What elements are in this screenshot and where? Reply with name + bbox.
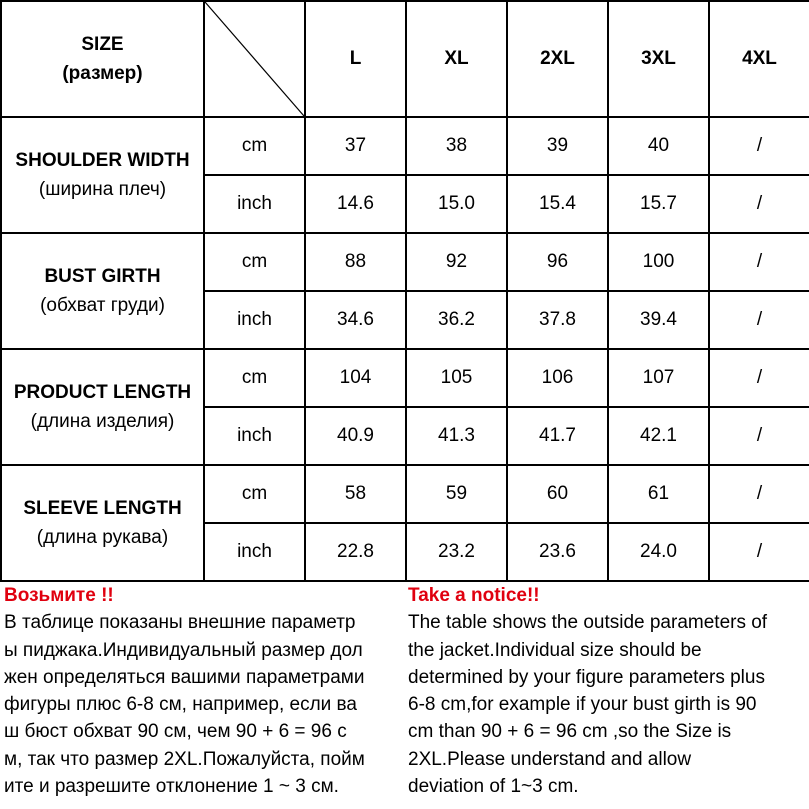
value-cell-3xl: 100 bbox=[608, 233, 709, 291]
unit-cell: inch bbox=[204, 175, 305, 233]
group-title: SLEEVE LENGTH bbox=[23, 498, 182, 519]
notice-ru-line: ите и разрешите отклонение 1 ~ 3 см. bbox=[4, 776, 339, 798]
notice-en-title: Take a notice!! bbox=[408, 585, 540, 606]
value-cell-4xl: / bbox=[709, 175, 809, 233]
value-cell-2xl: 60 bbox=[507, 465, 608, 523]
value-cell-2xl: 37.8 bbox=[507, 291, 608, 349]
group-subtitle: (обхват груди) bbox=[40, 295, 165, 316]
value-cell-2xl: 23.6 bbox=[507, 523, 608, 581]
notice-ru-title: Возьмите !! bbox=[4, 585, 114, 606]
size-header-4xl: 4XL bbox=[709, 1, 809, 117]
notice-russian bbox=[4, 580, 404, 809]
notice-en-line: determined by your figure parameters plus bbox=[408, 666, 765, 688]
value-cell-l: 40.9 bbox=[305, 407, 406, 465]
value-cell-4xl: / bbox=[709, 523, 809, 581]
value-cell-4xl: / bbox=[709, 465, 809, 523]
size-header-2xl: 2XL bbox=[507, 1, 608, 117]
unit-cell: inch bbox=[204, 291, 305, 349]
value-cell-xl: 15.0 bbox=[406, 175, 507, 233]
unit-cell: cm bbox=[204, 465, 305, 523]
notice-ru-line: В таблице показаны внешние параметр bbox=[4, 612, 356, 634]
notice-english bbox=[408, 580, 808, 809]
group-label-product-length bbox=[1, 349, 204, 465]
notice-en-line: 6-8 cm,for example if your bust girth is 90 bbox=[408, 694, 757, 716]
size-header-cell bbox=[1, 1, 204, 117]
notice-en-line: 2XL.Please understand and allow bbox=[408, 748, 692, 770]
header-row bbox=[1, 1, 809, 117]
size-label: SIZE bbox=[81, 34, 124, 55]
group-subtitle: (длина рукава) bbox=[36, 527, 169, 548]
measurement-row-shoulder-width-0 bbox=[1, 117, 809, 175]
value-cell-3xl: 107 bbox=[608, 349, 709, 407]
value-cell-2xl: 15.4 bbox=[507, 175, 608, 233]
unit-cell: inch bbox=[204, 407, 305, 465]
value-cell-xl: 92 bbox=[406, 233, 507, 291]
notice-ru-line: фигуры плюс 6-8 см, например, если ва bbox=[4, 694, 358, 716]
value-cell-xl: 105 bbox=[406, 349, 507, 407]
notice-ru-line: ы пиджака.Индивидуальный размер дол bbox=[4, 639, 363, 661]
unit-cell: cm bbox=[204, 233, 305, 291]
value-cell-3xl: 39.4 bbox=[608, 291, 709, 349]
value-cell-l: 88 bbox=[305, 233, 406, 291]
notice-ru-line: жен определяться вашими параметрами bbox=[4, 666, 365, 688]
unit-cell: cm bbox=[204, 117, 305, 175]
value-cell-l: 22.8 bbox=[305, 523, 406, 581]
notice-ru-line: м, так что размер 2XL.Пожалуйста, пойм bbox=[4, 748, 365, 770]
measurement-row-product-length-0 bbox=[1, 349, 809, 407]
value-cell-xl: 41.3 bbox=[406, 407, 507, 465]
value-cell-4xl: / bbox=[709, 291, 809, 349]
value-cell-3xl: 40 bbox=[608, 117, 709, 175]
diagonal-line bbox=[205, 2, 304, 116]
measurement-row-sleeve-length-0 bbox=[1, 465, 809, 523]
unit-cell: inch bbox=[204, 523, 305, 581]
size-header-xl: XL bbox=[406, 1, 507, 117]
value-cell-xl: 23.2 bbox=[406, 523, 507, 581]
value-cell-4xl: / bbox=[709, 349, 809, 407]
value-cell-xl: 59 bbox=[406, 465, 507, 523]
value-cell-2xl: 41.7 bbox=[507, 407, 608, 465]
unit-cell: cm bbox=[204, 349, 305, 407]
value-cell-3xl: 24.0 bbox=[608, 523, 709, 581]
value-cell-2xl: 106 bbox=[507, 349, 608, 407]
value-cell-4xl: / bbox=[709, 233, 809, 291]
size-header-3xl: 3XL bbox=[608, 1, 709, 117]
group-label-sleeve-length bbox=[1, 465, 204, 581]
size-sublabel: (размер) bbox=[62, 63, 143, 84]
group-title: PRODUCT LENGTH bbox=[13, 382, 192, 403]
notice-en-line: deviation of 1~3 cm. bbox=[408, 776, 579, 798]
diagonal-corner-cell bbox=[204, 1, 305, 117]
value-cell-xl: 38 bbox=[406, 117, 507, 175]
group-title: BUST GIRTH bbox=[44, 266, 161, 287]
notice-en-line: the jacket.Individual size should be bbox=[408, 639, 702, 661]
notice-ru-line: ш бюст обхват 90 см, чем 90 + 6 = 96 с bbox=[4, 721, 347, 743]
value-cell-3xl: 15.7 bbox=[608, 175, 709, 233]
value-cell-xl: 36.2 bbox=[406, 291, 507, 349]
measurement-row-bust-girth-0 bbox=[1, 233, 809, 291]
size-header-l: L bbox=[305, 1, 406, 117]
value-cell-2xl: 96 bbox=[507, 233, 608, 291]
group-subtitle: (ширина плеч) bbox=[38, 179, 167, 200]
group-title: SHOULDER WIDTH bbox=[15, 150, 190, 171]
notice-en-line: The table shows the outside parameters of bbox=[408, 612, 768, 634]
notice-en-line: cm than 90 + 6 = 96 cm ,so the Size is bbox=[408, 721, 732, 743]
value-cell-4xl: / bbox=[709, 117, 809, 175]
value-cell-l: 14.6 bbox=[305, 175, 406, 233]
group-subtitle: (длина изделия) bbox=[30, 411, 175, 432]
value-cell-3xl: 61 bbox=[608, 465, 709, 523]
value-cell-l: 34.6 bbox=[305, 291, 406, 349]
group-label-shoulder-width bbox=[1, 117, 204, 233]
value-cell-l: 104 bbox=[305, 349, 406, 407]
value-cell-3xl: 42.1 bbox=[608, 407, 709, 465]
value-cell-4xl: / bbox=[709, 407, 809, 465]
value-cell-l: 58 bbox=[305, 465, 406, 523]
value-cell-l: 37 bbox=[305, 117, 406, 175]
value-cell-2xl: 39 bbox=[507, 117, 608, 175]
group-label-bust-girth bbox=[1, 233, 204, 349]
